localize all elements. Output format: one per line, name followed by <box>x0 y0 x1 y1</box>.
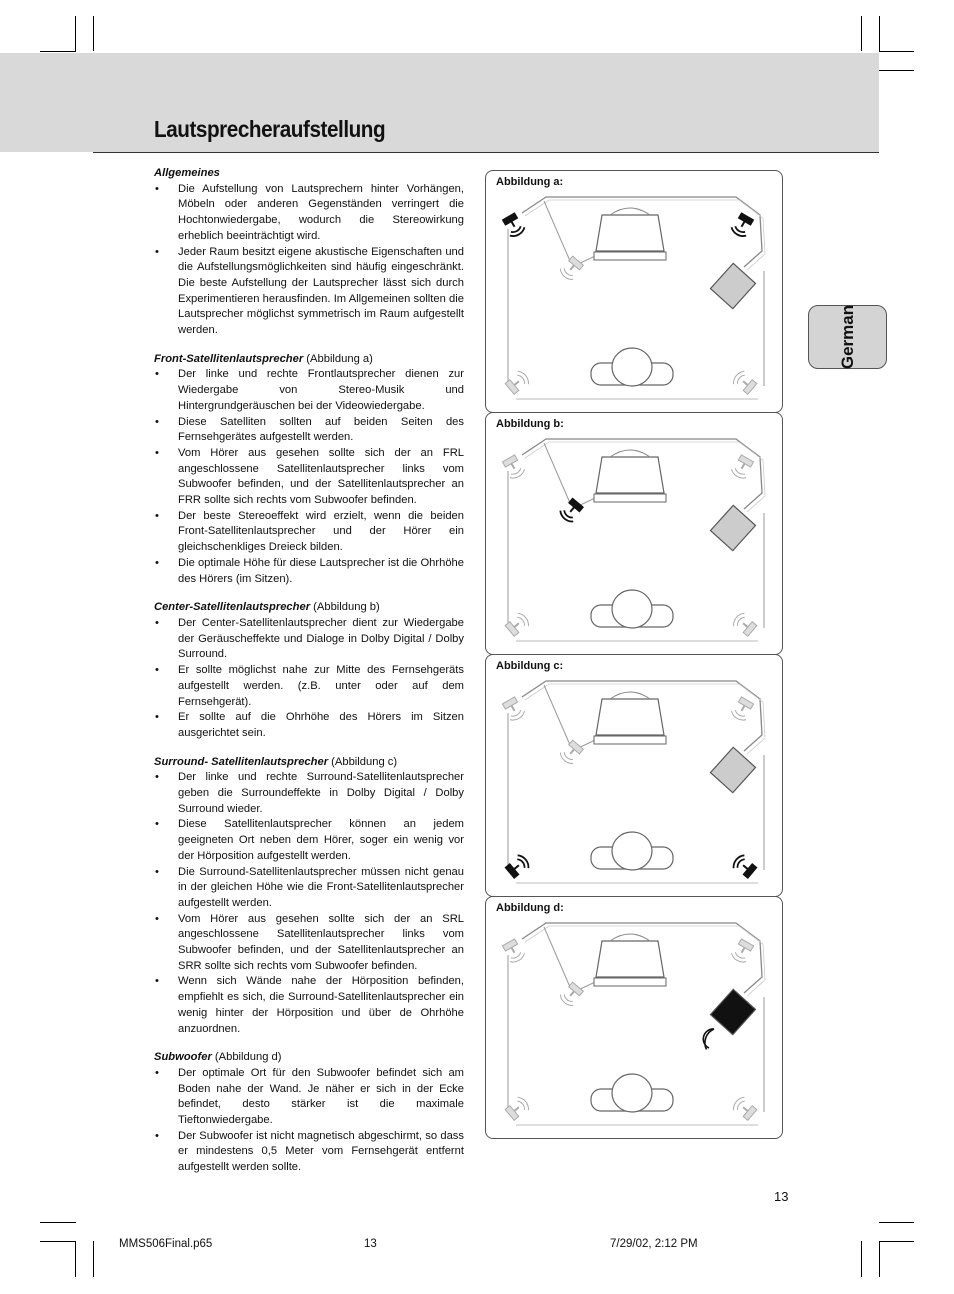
tv-top <box>610 450 650 457</box>
tv-stand <box>594 494 666 502</box>
crop-mark <box>879 1222 914 1223</box>
speaker-stand <box>570 749 574 754</box>
front-right-speaker-icon <box>730 212 755 238</box>
front-left-speaker-icon <box>501 454 526 480</box>
bullet-item: • Der linke und rechte Frontlautsprecher dienen zur Wiedergabe von Stereo-Musik und Hintergrundgeräuschen bei der Videowiedergabe. <box>154 367 464 414</box>
crop-mark <box>879 70 914 71</box>
front-right-speaker-icon <box>730 454 755 480</box>
bullet-item: • Er sollte auf die Ohrhöhe des Hörers im Sitzen ausgerichtet sein. <box>154 710 464 741</box>
page-title: Lautsprecheraufstellung <box>154 116 386 142</box>
sound-wave <box>734 952 745 960</box>
speaker-stand <box>743 865 748 869</box>
listener-head <box>612 1074 652 1112</box>
room-diagram <box>486 897 782 1138</box>
figure-label: Abbildung d: <box>496 902 564 914</box>
speaker-stand <box>514 623 519 627</box>
speaker-body <box>502 213 517 225</box>
surround-right-speaker-icon <box>731 611 758 637</box>
center-speaker-icon <box>558 981 584 1008</box>
speaker-body <box>738 939 753 951</box>
tv-set <box>596 215 664 251</box>
sound-wave <box>511 710 522 718</box>
listener-head <box>612 832 652 870</box>
bullet-item: • Vom Hörer aus gesehen sollte sich der an FRL angeschlossene Satellitenlautsprecher links vom Subwoofer befinden, und der Satellitenlautsprecher an FRR sollte sich rechts vom Subwoofer befinden. <box>154 446 464 509</box>
crop-mark <box>75 16 76 51</box>
speaker-body <box>502 697 517 709</box>
bullet-item: • Der beste Stereoeffekt wird erzielt, wenn die beiden Front-Satellitenlautsprecher und der Hörer ein gleichschenkliges Dreieck bilden. <box>154 509 464 556</box>
section-title-text: Front-Satellitenlautsprecher <box>154 352 304 365</box>
subwoofer <box>710 747 755 792</box>
bullet-item: • Jeder Raum besitzt eigene akustische Eigenschaften und die Aufstellungsmöglichkeiten sind häufig eingeschränkt. Die beste Aufstellung der Lautsprecher lässt sich durch Experimentieren herausfinden. Im Allgemeinen sollten die Lautsprecher möglichst symmetrisch im Raum aufgestellt werden. <box>154 245 464 339</box>
sound-wave <box>734 468 745 476</box>
section-title-text: Allgemeines <box>154 167 220 179</box>
crop-mark <box>879 1241 880 1277</box>
crop-mark <box>861 1241 862 1277</box>
section-figure-ref: (Abbildung d) <box>211 1051 282 1064</box>
center-speaker-icon <box>558 255 584 282</box>
bullet-item: • Die Surround-Satellitenlautsprecher müssen nicht genau in der gleichen Höhe wie die Front-Satellitenlautsprecher aufgestellt werden. <box>154 865 464 912</box>
speaker-stand <box>742 222 745 227</box>
tv-top <box>610 934 650 941</box>
sound-wave <box>730 953 746 964</box>
speaker-stand <box>514 381 519 385</box>
section-title <box>154 352 464 368</box>
footer-page: 13 <box>364 1238 377 1250</box>
speaker-body <box>738 213 753 225</box>
surround-right-speaker-icon <box>731 853 758 879</box>
section-title <box>154 166 464 182</box>
tv-stand <box>594 978 666 986</box>
footer-timestamp: 7/29/02, 2:12 PM <box>610 1238 698 1250</box>
section-title-text: Subwoofer <box>154 1051 212 1064</box>
language-tab-label: German <box>837 304 857 370</box>
speaker-stand <box>570 265 574 270</box>
crop-mark <box>879 16 880 51</box>
section-figure-ref: (Abbildung c) <box>328 755 398 768</box>
page-number: 13 <box>774 1189 789 1204</box>
sound-wave <box>730 711 746 722</box>
crop-mark <box>40 1241 76 1242</box>
figure-center <box>485 412 783 655</box>
bullet-item: • Die optimale Höhe für diese Lautsprecher ist die Ohrhöhe des Hörers (im Sitzen). <box>154 556 464 587</box>
sound-wave <box>734 710 745 718</box>
section-title <box>154 1050 464 1066</box>
speaker-stand <box>742 948 745 953</box>
speaker-body <box>738 455 753 467</box>
bullet-list <box>154 616 464 742</box>
section-title-text: Surround- Satellitenlautsprecher <box>154 755 329 768</box>
speaker-stand <box>743 623 748 627</box>
crop-mark <box>40 1222 76 1223</box>
surround-right-speaker-icon <box>731 1095 758 1121</box>
bullet-item: • Der Center-Satellitenlautsprecher dient zur Wiedergabe der Geräuscheffekte und Dialoge in Dolby Digital / Dolby Surround. <box>154 616 464 663</box>
section-title <box>154 755 464 771</box>
figure-label: Abbildung c: <box>496 660 564 672</box>
tv-top <box>610 208 650 215</box>
figures-column <box>485 170 783 1139</box>
tv-set <box>596 457 664 493</box>
front-right-speaker-icon <box>730 938 755 964</box>
footer-file: MMS506Final.p65 <box>119 1238 213 1250</box>
bullet-list <box>154 367 464 587</box>
bullet-list <box>154 1066 464 1176</box>
tv-set <box>596 941 664 977</box>
subwoofer <box>710 505 755 550</box>
header-rule <box>93 152 879 153</box>
tv-top <box>610 692 650 699</box>
room-diagram <box>486 655 782 896</box>
sound-wave <box>730 469 746 480</box>
section-figure-ref: (Abbildung a) <box>303 352 373 365</box>
listener-head <box>612 348 652 386</box>
bullet-list <box>154 182 464 339</box>
speaker-stand <box>514 865 519 869</box>
crop-mark <box>40 51 76 52</box>
front-left-speaker-icon <box>501 212 526 238</box>
speaker-stand <box>512 464 515 469</box>
crop-mark <box>93 16 94 51</box>
crop-mark <box>93 1241 94 1277</box>
sound-wave <box>511 952 522 960</box>
listener-head <box>612 590 652 628</box>
tv-stand <box>594 736 666 744</box>
subwoofer <box>710 989 755 1034</box>
speaker-body <box>502 939 517 951</box>
figure-front <box>485 170 783 413</box>
speaker-stand <box>743 1107 748 1111</box>
surround-right-speaker-icon <box>731 369 758 395</box>
bullet-item: • Der Subwoofer ist nicht magnetisch abgeschirmt, so dass er mindestens 0,5 Meter vom Fernsehgerät entfernt aufgestellt werden sollte. <box>154 1129 464 1176</box>
crop-mark <box>879 1241 914 1242</box>
bullet-item: • Er sollte möglichst nahe zur Mitte des Fernsehgeräts aufgestellt werden. (z.B. unter oder auf dem Fernsehgerät). <box>154 663 464 710</box>
bullet-item: • Diese Satellitenlautsprecher können an jedem geeigneten Ort neben dem Hörer, soger ein wenig vor der Hörposition aufgestellt werden. <box>154 817 464 864</box>
center-speaker-icon <box>558 497 584 524</box>
sound-wave <box>510 469 526 480</box>
front-right-speaker-icon <box>730 696 755 722</box>
figure-subwoofer <box>485 896 783 1139</box>
speaker-stand <box>570 507 574 512</box>
section-figure-ref: (Abbildung b) <box>310 601 380 614</box>
bullet-item: • Der optimale Ort für den Subwoofer befindet sich am Boden nahe der Wand. Je näher er sich in der Ecke befindet, desto stärker ist die maximale Tieftonwiedergabe. <box>154 1066 464 1129</box>
text-column <box>154 166 464 1176</box>
figure-label: Abbildung a: <box>496 176 564 188</box>
tv-stand <box>594 252 666 260</box>
figure-surround <box>485 654 783 897</box>
speaker-stand <box>514 1107 519 1111</box>
tv-set <box>596 699 664 735</box>
sound-wave <box>511 468 522 476</box>
section-title-text: Center-Satellitenlautsprecher <box>154 601 311 614</box>
bullet-list <box>154 770 464 1037</box>
crop-mark <box>879 51 914 52</box>
bullet-item: • Die Aufstellung von Lautsprechern hinter Vorhängen, Möbeln oder anderen Gegenständen verringert die Hochtonwiedergabe, wodurch die Stereowirkung erheblich beeinträchtigt wird. <box>154 182 464 245</box>
bullet-item: • Wenn sich Wände nahe der Hörposition befinden, empfiehlt es sich, die Surround-Satellitenlautsprecher ein wenig hinter der Hörposition und über de Ohrhöhe anzuordnen. <box>154 974 464 1037</box>
sound-wave <box>510 953 526 964</box>
speaker-stand <box>742 464 745 469</box>
bullet-item: • Diese Satelliten sollten auf beiden Seiten des Fernsehgerätes aufgestellt werden. <box>154 415 464 446</box>
front-left-speaker-icon <box>501 938 526 964</box>
room-diagram <box>486 171 782 412</box>
front-left-speaker-icon <box>501 696 526 722</box>
section-title <box>154 600 464 616</box>
speaker-stand <box>512 948 515 953</box>
subwoofer <box>710 263 755 308</box>
crop-mark <box>861 16 862 51</box>
bullet-item: • Vom Hörer aus gesehen sollte sich der an SRL angeschlossene Satellitenlautsprecher links vom Subwoofer befinden, und der Satellitenlautsprecher an SRR sollte sich rechts vom Subwoofer befinden. <box>154 912 464 975</box>
sound-wave <box>510 711 526 722</box>
figure-label: Abbildung b: <box>496 418 564 430</box>
crop-mark <box>75 1241 76 1277</box>
header-band <box>0 53 879 152</box>
speaker-stand <box>742 706 745 711</box>
speaker-stand <box>570 991 574 996</box>
center-speaker-icon <box>558 739 584 766</box>
room-diagram <box>486 413 782 654</box>
speaker-body <box>502 455 517 467</box>
speaker-stand <box>512 222 515 227</box>
speaker-stand <box>512 706 515 711</box>
speaker-stand <box>743 381 748 385</box>
speaker-body <box>738 697 753 709</box>
bullet-item: • Der linke und rechte Surround-Satellitenlautsprecher geben die Surroundeffekte in Dolby Digital / Dolby Surround wieder. <box>154 770 464 817</box>
language-tab <box>808 305 887 369</box>
